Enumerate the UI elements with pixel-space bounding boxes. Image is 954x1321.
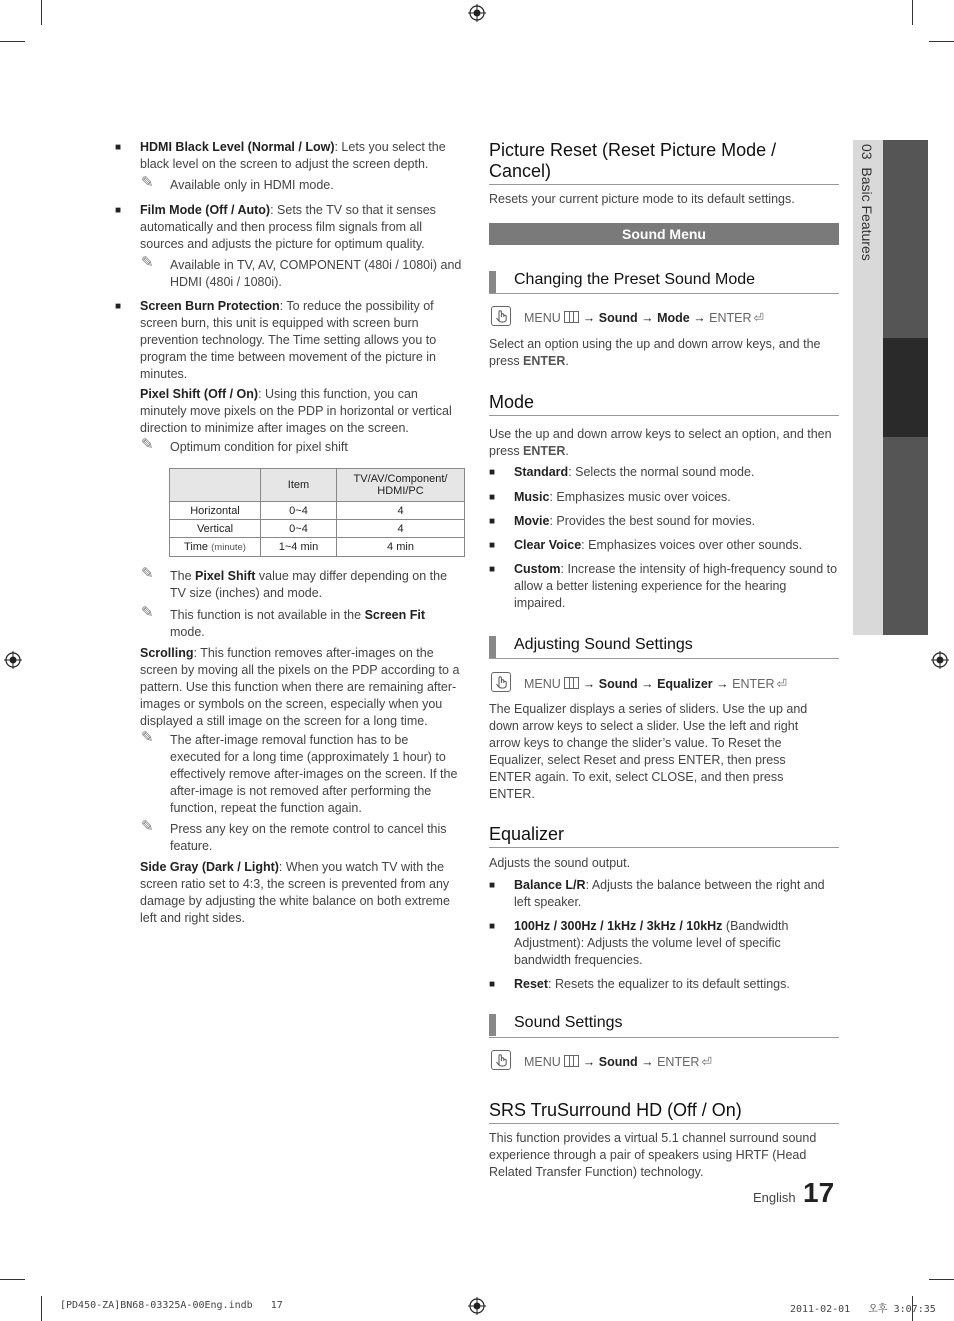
table-cell: 4 bbox=[337, 520, 465, 538]
hdmi-black-level-text: : Lets you select the black level on the screen to adjust the screen depth. bbox=[140, 140, 446, 171]
pixel-shift-table bbox=[169, 468, 465, 557]
registration-mark-icon bbox=[468, 4, 486, 22]
bullet-icon: ■ bbox=[489, 492, 496, 503]
item-bold: Standard bbox=[514, 465, 569, 479]
heading-bar bbox=[489, 1014, 496, 1036]
screen-burn-title: Screen Burn Protection bbox=[140, 299, 280, 313]
list-item bbox=[514, 513, 839, 530]
pencil-note-icon: ✎ bbox=[141, 254, 154, 271]
side-gray-text: : When you watch TV with the screen ratio set to 4:3, the screen is prevented from any damage by adjusting the white balance on both extreme left and right sides. bbox=[140, 860, 450, 925]
menu-label: MENU bbox=[524, 677, 561, 691]
chapter-number: 03 bbox=[859, 144, 875, 160]
preset-text bbox=[489, 336, 839, 370]
item-text: : Provides the best sound for movies. bbox=[549, 514, 756, 528]
preset-heading: Changing the Preset Sound Mode bbox=[514, 271, 756, 288]
scrolling-title: Scrolling bbox=[140, 646, 194, 660]
enter-icon: ⏎ bbox=[701, 1055, 712, 1069]
table-cell: Vertical bbox=[170, 520, 261, 538]
menu-grid-icon bbox=[564, 1055, 579, 1067]
film-mode-text: : Sets the TV so that it senses automatically and then process film signals from all sources and adjusts the picture for optimum quality. bbox=[140, 203, 436, 251]
list-item bbox=[514, 537, 839, 554]
item-text: : Resets the equalizer to its default settings. bbox=[548, 977, 790, 991]
enter-icon: ⏎ bbox=[753, 311, 765, 325]
table-cell bbox=[170, 538, 261, 557]
note-text: The bbox=[170, 569, 196, 583]
list-item bbox=[514, 918, 839, 969]
screen-burn-item bbox=[140, 298, 462, 383]
crop-mark bbox=[929, 41, 954, 42]
item-text: : Emphasizes music over voices. bbox=[549, 490, 731, 504]
divider bbox=[489, 1123, 839, 1124]
adjusting-heading: Adjusting Sound Settings bbox=[514, 636, 693, 653]
pixel-shift-note: Optimum condition for pixel shift bbox=[170, 440, 348, 454]
bullet-icon: ■ bbox=[115, 205, 122, 216]
adjusting-text: The Equalizer displays a series of sliders. Use the up and down arrow keys to select a slider. Use the left and right arrow keys to change the slider’s value. To Reset the Equalizer, select Reset and press ENTER, then press ENTER again. To exit, select CLOSE, and then press ENTER. bbox=[489, 702, 808, 801]
mode-heading: Mode bbox=[489, 392, 535, 412]
crop-mark bbox=[0, 41, 25, 42]
text: . bbox=[565, 354, 569, 368]
bullet-icon: ■ bbox=[489, 880, 496, 891]
bullet-icon: ■ bbox=[115, 142, 122, 153]
item-bold: Custom bbox=[514, 562, 561, 576]
note-text: mode. bbox=[170, 625, 205, 639]
picture-reset-text: Resets your current picture mode to its default settings. bbox=[489, 192, 795, 206]
sound-settings-menu-path bbox=[524, 1054, 712, 1069]
note-text: value may differ depending on the TV size (inches) and mode. bbox=[170, 569, 448, 600]
pixel-shift-title: Pixel Shift (Off / On) bbox=[140, 387, 259, 401]
text: . bbox=[565, 444, 569, 458]
registration-mark-icon bbox=[468, 1297, 486, 1315]
list-item bbox=[514, 489, 839, 506]
mode-intro bbox=[489, 426, 839, 460]
slug-file: [PD450-ZA]BN68-03325A-00Eng.indb 17 bbox=[60, 1300, 283, 1311]
menu-grid-icon bbox=[564, 311, 579, 323]
divider bbox=[489, 184, 839, 185]
pencil-note-icon: ✎ bbox=[141, 604, 154, 621]
hdmi-black-level-title: HDMI Black Level (Normal / Low) bbox=[140, 140, 335, 154]
equalizer-heading: Equalizer bbox=[489, 824, 565, 844]
srs-heading: SRS TruSurround HD (Off / On) bbox=[489, 1100, 742, 1120]
side-tab-dark bbox=[883, 140, 928, 338]
hand-pointer-icon bbox=[491, 672, 511, 692]
side-tab-text bbox=[859, 144, 875, 261]
divider bbox=[489, 1037, 839, 1038]
slug-date: 2011-02-01 오후 3:07:35 bbox=[790, 1304, 936, 1315]
side-gray-title: Side Gray (Dark / Light) bbox=[140, 860, 279, 874]
bullet-icon: ■ bbox=[489, 979, 496, 990]
time-label: Time bbox=[184, 541, 209, 553]
footer-language: English bbox=[753, 1190, 796, 1205]
item-text: : Selects the normal sound mode. bbox=[568, 465, 755, 479]
menu-label: MENU bbox=[524, 311, 561, 325]
film-mode-title: Film Mode (Off / Auto) bbox=[140, 203, 271, 217]
divider bbox=[489, 658, 839, 659]
side-tab-label-area bbox=[853, 140, 883, 635]
table-row bbox=[170, 502, 465, 520]
time-unit: (minute) bbox=[211, 542, 246, 553]
item-bold: Clear Voice bbox=[514, 538, 582, 552]
list-item bbox=[514, 561, 839, 612]
picture-reset-heading: Picture Reset (Reset Picture Mode / Cancel) bbox=[489, 140, 777, 181]
pixel-shift-item bbox=[140, 386, 462, 437]
menu-label: MENU bbox=[524, 1055, 561, 1069]
item-text: : Emphasizes voices over other sounds. bbox=[581, 538, 803, 552]
pixel-shift-size-note bbox=[170, 568, 465, 602]
menu-path: → Sound → bbox=[582, 1055, 658, 1069]
list-item bbox=[514, 877, 839, 911]
side-tab-current-chapter bbox=[883, 338, 928, 437]
pencil-note-icon: ✎ bbox=[141, 436, 154, 453]
table-cell: 4 min bbox=[337, 538, 465, 557]
screen-burn-text: : To reduce the possibility of screen burn, this unit is equipped with screen burn prevention technology. The Time setting allows you to program the time between movement of the picture in minutes. bbox=[140, 299, 437, 381]
item-bold: Movie bbox=[514, 514, 550, 528]
bullet-icon: ■ bbox=[489, 467, 496, 478]
hand-pointer-icon bbox=[491, 306, 511, 326]
hdmi-note: Available only in HDMI mode. bbox=[170, 178, 334, 192]
table-cell: 4 bbox=[337, 502, 465, 520]
item-text: : Increase the intensity of high-frequency sound to allow a better listening experience for the hearing impaired. bbox=[514, 562, 838, 610]
divider bbox=[489, 847, 839, 848]
menu-grid-icon bbox=[564, 677, 579, 689]
table-row bbox=[170, 538, 465, 557]
bullet-icon: ■ bbox=[489, 516, 496, 527]
item-text: : Adjusts the balance between the right and left speaker. bbox=[514, 878, 825, 909]
item-bold: Reset bbox=[514, 977, 549, 991]
enter-icon: ⏎ bbox=[776, 677, 787, 691]
table-cell: 1~4 min bbox=[261, 538, 337, 557]
heading-bar bbox=[489, 271, 496, 293]
table-cell: 0~4 bbox=[261, 502, 337, 520]
enter-label: ENTER bbox=[732, 677, 775, 691]
film-mode-note: Available in TV, AV, COMPONENT (480i / 1080i) and HDMI (480i / 1080i). bbox=[170, 258, 462, 289]
pencil-note-icon: ✎ bbox=[141, 565, 154, 582]
menu-path: → Sound → Mode → bbox=[582, 311, 710, 325]
sound-settings-heading: Sound Settings bbox=[514, 1014, 623, 1031]
list-item bbox=[514, 976, 839, 993]
scrolling-item bbox=[140, 645, 464, 730]
crop-mark bbox=[41, 0, 42, 25]
scrolling-text: : This function removes after-images on the screen by moving all the pixels on the PDP according to a pattern. Use this function when there are remaining after-images or symbols on the screen, especially when you displayed a still image on the screen for a long time. bbox=[140, 646, 460, 728]
pencil-note-icon: ✎ bbox=[141, 729, 154, 746]
item-text: (Bandwidth Adjustment): Adjusts the volume level of specific bandwidth frequencies. bbox=[514, 919, 789, 967]
cancel-note: Press any key on the remote control to cancel this feature. bbox=[170, 822, 447, 853]
item-bold: 100Hz / 300Hz / 1kHz / 3kHz / 10kHz bbox=[514, 919, 723, 933]
side-tab-dark bbox=[883, 437, 928, 635]
text: Select an option using the up and down arrow keys, and the press bbox=[489, 337, 821, 368]
adjusting-menu-path bbox=[524, 676, 787, 691]
text-bold: ENTER bbox=[523, 354, 566, 368]
film-mode-item bbox=[140, 202, 462, 253]
registration-mark-icon bbox=[4, 651, 22, 669]
table-cell: 0~4 bbox=[261, 520, 337, 538]
bullet-icon: ■ bbox=[489, 921, 496, 932]
enter-label: ENTER bbox=[657, 1055, 700, 1069]
menu-path: → Sound → Equalizer → bbox=[582, 677, 733, 691]
bullet-icon: ■ bbox=[489, 564, 496, 575]
page-number: 17 bbox=[803, 1177, 835, 1208]
bullet-icon: ■ bbox=[489, 540, 496, 551]
text-bold: ENTER bbox=[523, 444, 566, 458]
item-bold: Balance L/R bbox=[514, 878, 586, 892]
crop-mark bbox=[0, 1279, 25, 1280]
table-header: Item bbox=[261, 469, 337, 502]
table-cell: Horizontal bbox=[170, 502, 261, 520]
side-gray-item bbox=[140, 859, 464, 927]
pixel-shift-text: : Using this function, you can minutely move pixels on the PDP in horizontal or vertical direction to minimize after images on the screen. bbox=[140, 387, 452, 435]
crop-mark bbox=[912, 0, 913, 25]
table-row bbox=[170, 520, 465, 538]
divider bbox=[489, 415, 839, 416]
hand-pointer-icon bbox=[491, 1050, 511, 1070]
hdmi-black-level-item bbox=[140, 139, 462, 173]
pencil-note-icon: ✎ bbox=[141, 174, 154, 191]
registration-mark-icon bbox=[931, 651, 949, 669]
preset-menu-path bbox=[524, 310, 764, 325]
enter-label: ENTER bbox=[709, 311, 752, 325]
after-image-note: The after-image removal function has to be executed for a long time (approximately 1 hour) to effectively remove after-images on the screen. If the after-image is not removed after performing the function, repeat the function again. bbox=[170, 733, 458, 815]
note-text: This function is not available in the bbox=[170, 608, 365, 622]
table-header bbox=[170, 469, 261, 502]
sound-menu-banner: Sound Menu bbox=[489, 223, 839, 245]
bullet-icon: ■ bbox=[115, 301, 122, 312]
pencil-note-icon: ✎ bbox=[141, 818, 154, 835]
divider bbox=[489, 293, 839, 294]
screen-fit-note bbox=[170, 607, 462, 641]
note-bold: Pixel Shift bbox=[195, 569, 256, 583]
chapter-label: Basic Features bbox=[859, 167, 875, 261]
srs-text: This function provides a virtual 5.1 channel surround sound experience through a pair of speakers using HRTF (Head Related Transfer Function) technology. bbox=[489, 1131, 817, 1179]
crop-mark bbox=[929, 1279, 954, 1280]
table-header: TV/AV/Component/ HDMI/PC bbox=[337, 469, 465, 502]
item-bold: Music bbox=[514, 490, 550, 504]
crop-mark bbox=[41, 1296, 42, 1321]
note-bold: Screen Fit bbox=[364, 608, 425, 622]
equalizer-intro: Adjusts the sound output. bbox=[489, 856, 631, 870]
heading-bar bbox=[489, 636, 496, 658]
text: Use the up and down arrow keys to select an option, and then press bbox=[489, 427, 832, 458]
list-item bbox=[514, 464, 839, 481]
